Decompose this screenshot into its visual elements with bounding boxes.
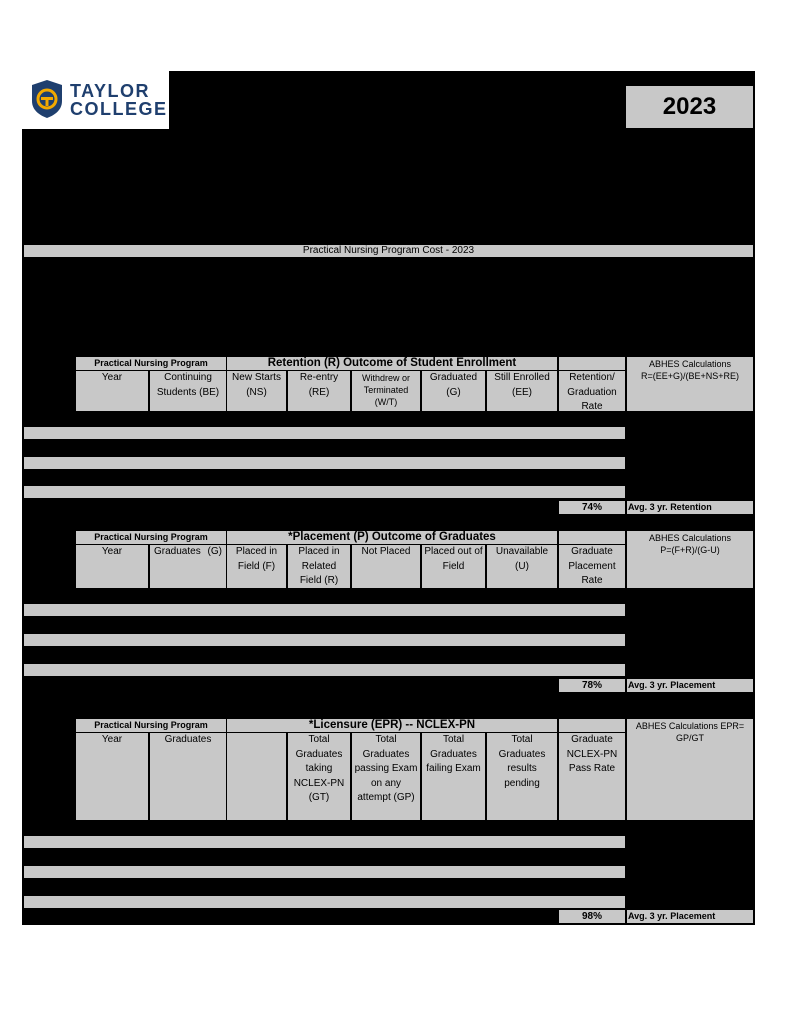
placement-data-row [24,634,625,646]
licensure-data-row [24,896,625,908]
placement-rate-header-top [559,531,625,544]
year-badge: 2023 [626,86,753,128]
placement-program-label: Practical Nursing Program [76,531,226,544]
licensure-col-gp: Total Graduates passing Exam on any attempt (GP) [352,733,420,820]
retention-col-re: Re-entry (RE) [288,371,350,411]
licensure-rate-header-top [559,719,625,732]
retention-title: Retention (R) Outcome of Student Enrollment [227,357,557,370]
retention-data-row [24,486,625,498]
licensure-abhes-title: ABHES Calculations EPR= [635,721,745,731]
placement-data-row [24,604,625,616]
retention-col-be: Continuing Students (BE) [150,371,226,411]
licensure-average-value: 98% [559,910,625,923]
logo-text-taylor: TAYLOR [70,81,151,101]
licensure-col-graduates: Graduates [150,733,226,820]
shield-logo-icon [30,79,64,119]
placement-col-u: Unavailable (U) [487,545,557,588]
placement-average-value: 78% [559,679,625,692]
retention-col-rate: Retention/ Graduation Rate [559,371,625,411]
licensure-col-blank [227,733,286,820]
retention-col-wt: Withdrew or Terminated (W/T) [352,371,420,411]
placement-abhes-formula: P=(F+R)/(G-U) [660,545,720,555]
licensure-data-row [24,866,625,878]
program-cost-bar: Practical Nursing Program Cost - 2023 [24,245,753,257]
retention-col-ee: Still Enrolled (EE) [487,371,557,411]
licensure-average-label: Avg. 3 yr. Placement [627,910,753,923]
retention-abhes-box [627,357,753,411]
placement-abhes-box [627,531,753,588]
retention-average-value: 74% [559,501,625,514]
licensure-col-pending: Total Graduates results pending [487,733,557,820]
licensure-col-fail: Total Graduates failing Exam [422,733,485,820]
retention-col-ns: New Starts (NS) [227,371,286,411]
retention-data-row [24,427,625,439]
retention-data-row [24,457,625,469]
retention-abhes-title: ABHES Calculations [648,359,732,369]
retention-program-label: Practical Nursing Program [76,357,226,370]
placement-col-not-placed: Not Placed [352,545,420,588]
placement-col-year: Year [76,545,148,588]
licensure-title: *Licensure (EPR) -- NCLEX-PN [227,719,557,732]
placement-col-graduates: Graduates (G) [150,545,226,588]
retention-abhes-formula: R=(EE+G)/(BE+NS+RE) [640,371,740,381]
placement-col-r: Placed in Related Field (R) [288,545,350,588]
placement-col-rate: Graduate Placement Rate [559,545,625,588]
licensure-program-label: Practical Nursing Program [76,719,226,732]
logo-text-college: COLLEGE [70,99,168,119]
placement-abhes-title: ABHES Calculations [648,533,732,543]
retention-col-year: Year [76,371,148,411]
taylor-college-logo [22,71,169,129]
licensure-abhes-formula: GP/GT [675,733,704,743]
licensure-col-rate: Graduate NCLEX-PN Pass Rate [559,733,625,820]
licensure-data-row [24,836,625,848]
retention-average-label: Avg. 3 yr. Retention [627,501,753,514]
retention-col-g: Graduated (G) [422,371,485,411]
retention-rate-header-top [559,357,625,370]
licensure-abhes-box [627,719,753,820]
placement-data-row [24,664,625,676]
placement-col-f: Placed in Field (F) [227,545,286,588]
placement-col-out: Placed out of Field [422,545,485,588]
licensure-col-gt: Total Graduates taking NCLEX-PN (GT) [288,733,350,820]
licensure-col-year: Year [76,733,148,820]
placement-title: *Placement (P) Outcome of Graduates [227,531,557,544]
placement-average-label: Avg. 3 yr. Placement [627,679,753,692]
